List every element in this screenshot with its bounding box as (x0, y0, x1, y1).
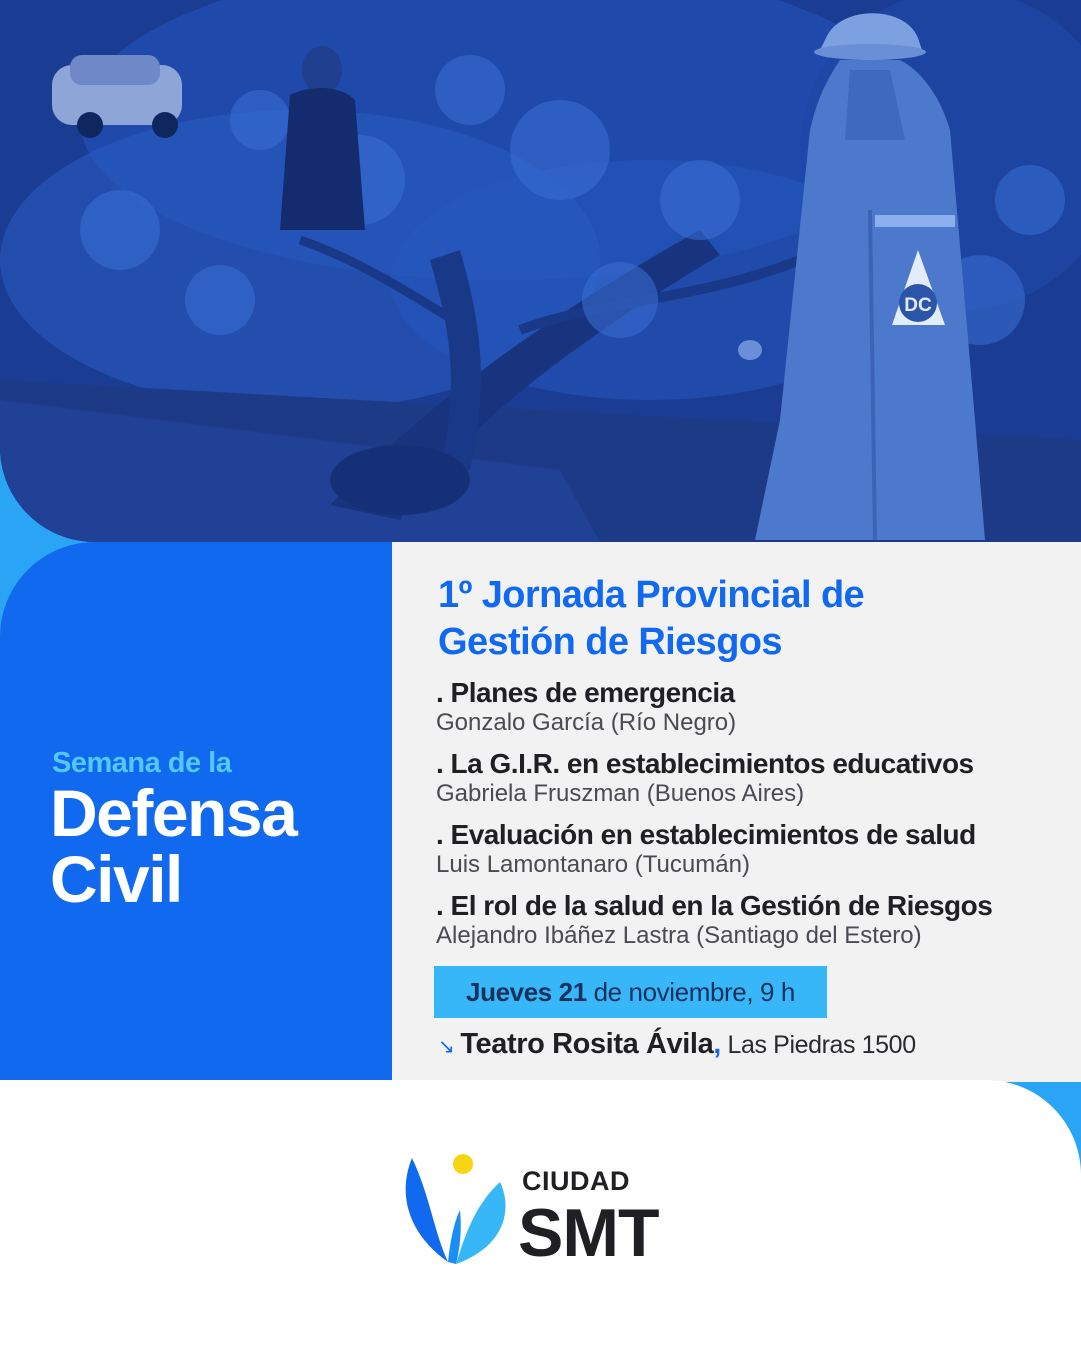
talk-item (436, 819, 1076, 879)
hero-photo (0, 0, 1081, 542)
talk-item (436, 677, 1076, 737)
talk-speaker: Alejandro Ibáñez Lastra (Santiago del Estero) (436, 922, 922, 949)
week-title-panel (0, 542, 392, 1082)
date-rest: de noviembre, 9 h (586, 976, 795, 1007)
talk-title: . La G.I.R. en establecimientos educativos (436, 748, 974, 779)
logo-ciudad: CIUDAD (522, 1166, 630, 1196)
date-day: Jueves 21 (466, 976, 587, 1007)
talk-speaker: Gonzalo García (Río Negro) (436, 709, 737, 736)
hero-photo-illustration (0, 0, 1081, 542)
venue (438, 1028, 916, 1061)
talk-item (436, 890, 1076, 950)
ciudad-smt-logo (404, 1152, 704, 1272)
week-title-line2: Civil (50, 842, 182, 916)
date-badge (434, 966, 827, 1018)
talk-list (436, 677, 1076, 961)
week-title (50, 776, 297, 916)
week-title-line1: Defensa (50, 776, 297, 850)
event-title (438, 572, 1058, 666)
arrow-down-right-icon: ↘ (438, 1036, 455, 1058)
talk-speaker: Luis Lamontanaro (Tucumán) (436, 851, 750, 878)
week-kicker: Semana de la (52, 747, 232, 779)
venue-address: Las Piedras 1500 (720, 1031, 916, 1059)
talk-title: . Evaluación en establecimientos de salud (436, 819, 976, 850)
leaf-logo-icon (404, 1152, 514, 1272)
talk-item (436, 748, 1076, 808)
event-details-panel (392, 542, 1081, 1082)
event-title-line2: Gestión de Riesgos (438, 621, 782, 663)
talk-title: . El rol de la salud en la Gestión de Riesgos (436, 890, 993, 921)
logo-smt: SMT (518, 1195, 659, 1271)
footer (0, 1080, 1081, 1351)
venue-name: Teatro Rosita Ávila (460, 1028, 714, 1060)
venue-comma: , (713, 1028, 721, 1060)
dc-emblem-text: DC (904, 295, 932, 316)
talk-speaker: Gabriela Fruszman (Buenos Aires) (436, 780, 805, 807)
talk-title: . Planes de emergencia (436, 677, 735, 708)
event-title-line1: 1º Jornada Provincial de (438, 574, 865, 616)
